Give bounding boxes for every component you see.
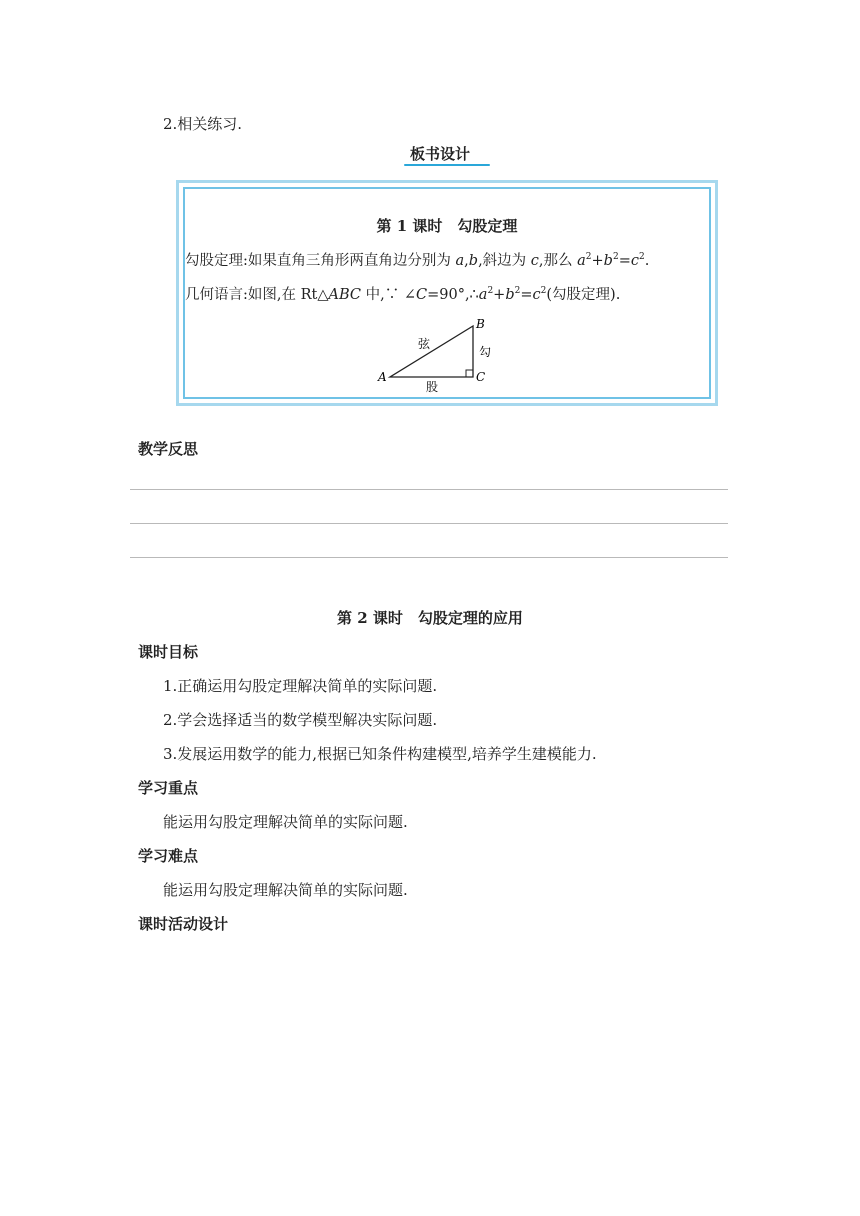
right-triangle-diagram — [370, 319, 520, 394]
lesson1-title: 第 1 课时 勾股定理 — [376, 217, 518, 235]
board-design-box — [176, 180, 718, 406]
lesson2-title: 第 2 课时 勾股定理的应用 — [337, 609, 523, 627]
board-design-label: 板书设计 — [410, 145, 471, 163]
reflection-heading: 教学反思 — [138, 440, 199, 458]
reflection-line-1 — [130, 489, 728, 490]
geometry-language: 几何语言:如图,在 Rt△ABC 中,∵ $\angle C=90^\circ,\therefore a^2+b^2=c^2$(勾股定理). — [185, 286, 621, 303]
vertical-leg-label: 勾 — [479, 345, 492, 359]
difficulty-heading: 学习难点 — [138, 847, 199, 865]
related-exercise-item: 2.相关练习. — [163, 115, 243, 133]
activity-design-heading: 课时活动设计 — [138, 915, 229, 933]
key-points-heading: 学习重点 — [138, 779, 199, 797]
reflection-line-2 — [130, 523, 728, 524]
vertex-b-label: B — [476, 319, 485, 331]
key-points-text: 能运用勾股定理解决简单的实际问题. — [163, 813, 408, 831]
board-design-underline — [404, 164, 490, 166]
base-leg-label: 股 — [426, 380, 439, 394]
goal-item-2: 2.学会选择适当的数学模型解决实际问题. — [163, 711, 438, 729]
goals-heading: 课时目标 — [138, 643, 199, 661]
reflection-line-3 — [130, 557, 728, 558]
vertex-a-label: A — [378, 370, 387, 384]
vertex-c-label: C — [476, 370, 486, 384]
goal-item-1: 1.正确运用勾股定理解决简单的实际问题. — [163, 677, 438, 695]
goal-item-3: 3.发展运用数学的能力,根据已知条件构建模型,培养学生建模能力. — [163, 745, 597, 763]
theorem-statement: 勾股定理:如果直角三角形两直角边分别为 a,b,斜边为 c,那么 $a^2+b^2=c^2$. — [185, 252, 650, 269]
difficulty-text: 能运用勾股定理解决简单的实际问题. — [163, 881, 408, 899]
triangle-outline — [390, 326, 473, 377]
right-angle-mark — [466, 370, 473, 377]
hypotenuse-label: 弦 — [418, 337, 431, 351]
board-design-tag — [400, 140, 492, 168]
board-design-inner — [183, 187, 711, 399]
